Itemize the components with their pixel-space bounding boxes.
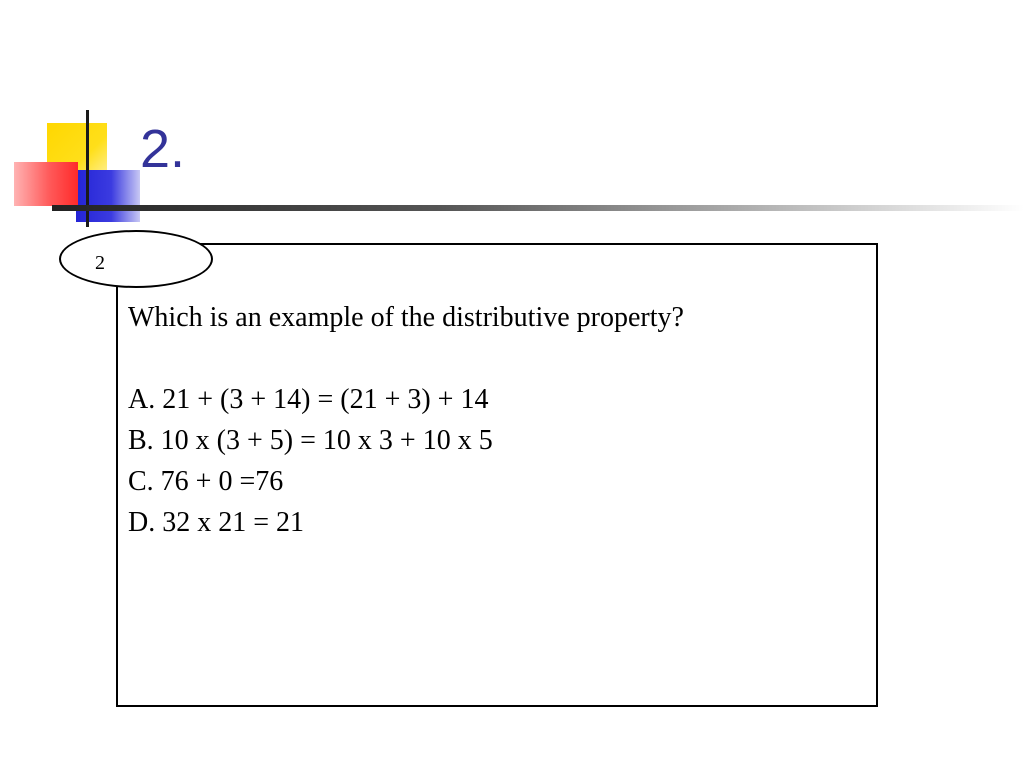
question-number-badge bbox=[59, 230, 213, 288]
red-square-decoration bbox=[14, 162, 78, 206]
option-c: C. 76 + 0 =76 bbox=[128, 466, 284, 497]
question-box bbox=[116, 243, 878, 707]
option-d: D. 32 x 21 = 21 bbox=[128, 507, 305, 538]
option-b: B. 10 x (3 + 5) = 10 x 3 + 10 x 5 bbox=[128, 425, 493, 456]
option-a: A. 21 + (3 + 14) = (21 + 3) + 14 bbox=[128, 384, 489, 415]
question-number-label: 2 bbox=[95, 252, 105, 274]
title-underline-rule bbox=[52, 205, 1024, 211]
slide-title: 2. bbox=[140, 119, 186, 179]
question-text: Which is an example of the distributive property? bbox=[128, 302, 684, 333]
